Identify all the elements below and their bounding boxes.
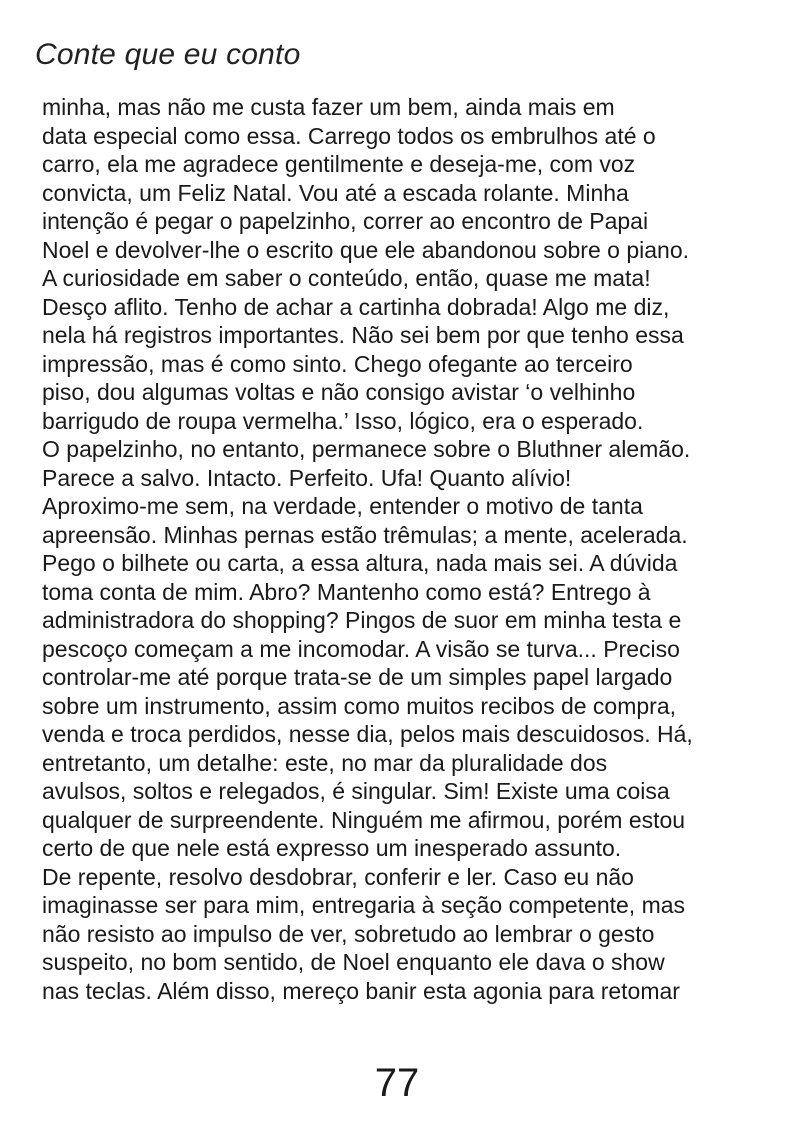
page-number: 77 [374, 1061, 420, 1105]
text-line: entretanto, um detalhe: este, no mar da pluralidade dos [42, 749, 608, 776]
text-line: Desço aflito. Tenho de achar a cartinha dobrada! Algo me diz, [42, 293, 670, 320]
text-line: imaginasse ser para mim, entregaria à seção competente, mas [42, 892, 686, 918]
text-line: impressão, mas é como sinto. Chego ofegante ao terceiro [42, 350, 633, 377]
text-line: nas teclas. Além disso, mereço banir esta agonia para retomar [42, 977, 680, 1004]
text-line: sobre um instrumento, assim como muitos recibos de compra, [42, 692, 677, 719]
running-header-title: Conte que eu conto [35, 38, 301, 71]
body-text [42, 93, 762, 1005]
text-line: certo de que nele está expresso um inesperado assunto. [42, 835, 622, 861]
text-line: toma conta de mim. Abro? Mantenho como está? Entrego à [42, 578, 651, 605]
text-line: data especial como essa. Carrego todos os embrulhos até o [42, 122, 656, 149]
text-line: barrigudo de roupa vermelha.’ Isso, lógico, era o esperado. [42, 407, 644, 434]
text-line: De repente, resolvo desdobrar, conferir e ler. Caso eu não [42, 863, 634, 890]
text-line: Noel e devolver-lhe o escrito que ele abandonou sobre o piano. [42, 236, 689, 263]
text-line: apreensão. Minhas pernas estão trêmulas; a mente, acelerada. [42, 521, 688, 548]
text-line: intenção é pegar o papelzinho, correr ao encontro de Papai [42, 208, 649, 234]
text-line: minha, mas não me custa fazer um bem, ainda mais em [42, 94, 615, 120]
text-line: O papelzinho, no entanto, permanece sobre o Bluthner alemão. [42, 436, 691, 462]
text-line: Parece a salvo. Intacto. Perfeito. Ufa! Quanto alívio! [42, 464, 572, 491]
text-line: Aproximo-me sem, na verdade, entender o motivo de tanta [42, 493, 643, 519]
text-line: nela há registros importantes. Não sei bem por que tenho essa [42, 322, 684, 348]
text-line: qualquer de surpreendente. Ninguém me afirmou, porém estou [42, 806, 686, 833]
text-line: administradora do shopping? Pingos de suor em minha testa e [42, 607, 682, 633]
text-line: suspeito, no bom sentido, de Noel enquanto ele dava o show [42, 949, 665, 975]
text-line: carro, ela me agradece gentilmente e deseja-me, com voz [42, 151, 636, 177]
text-line: A curiosidade em saber o conteúdo, então, quase me mata! [42, 265, 651, 291]
text-line: não resisto ao impulso de ver, sobretudo ao lembrar o gesto [42, 920, 655, 947]
text-line: venda e troca perdidos, nesse dia, pelos mais descuidosos. Há, [42, 721, 693, 747]
text-line: piso, dou algumas voltas e não consigo avistar ‘o velhinho [42, 379, 636, 405]
text-line: avulsos, soltos e relegados, é singular. Sim! Existe uma coisa [42, 778, 670, 804]
text-line: convicta, um Feliz Natal. Vou até a escada rolante. Minha [42, 179, 629, 206]
text-line: Pego o bilhete ou carta, a essa altura, nada mais sei. A dúvida [42, 550, 678, 576]
text-line: controlar-me até porque trata-se de um simples papel largado [42, 664, 673, 690]
text-line: pescoço começam a me incomodar. A visão se turva... Preciso [42, 635, 680, 662]
